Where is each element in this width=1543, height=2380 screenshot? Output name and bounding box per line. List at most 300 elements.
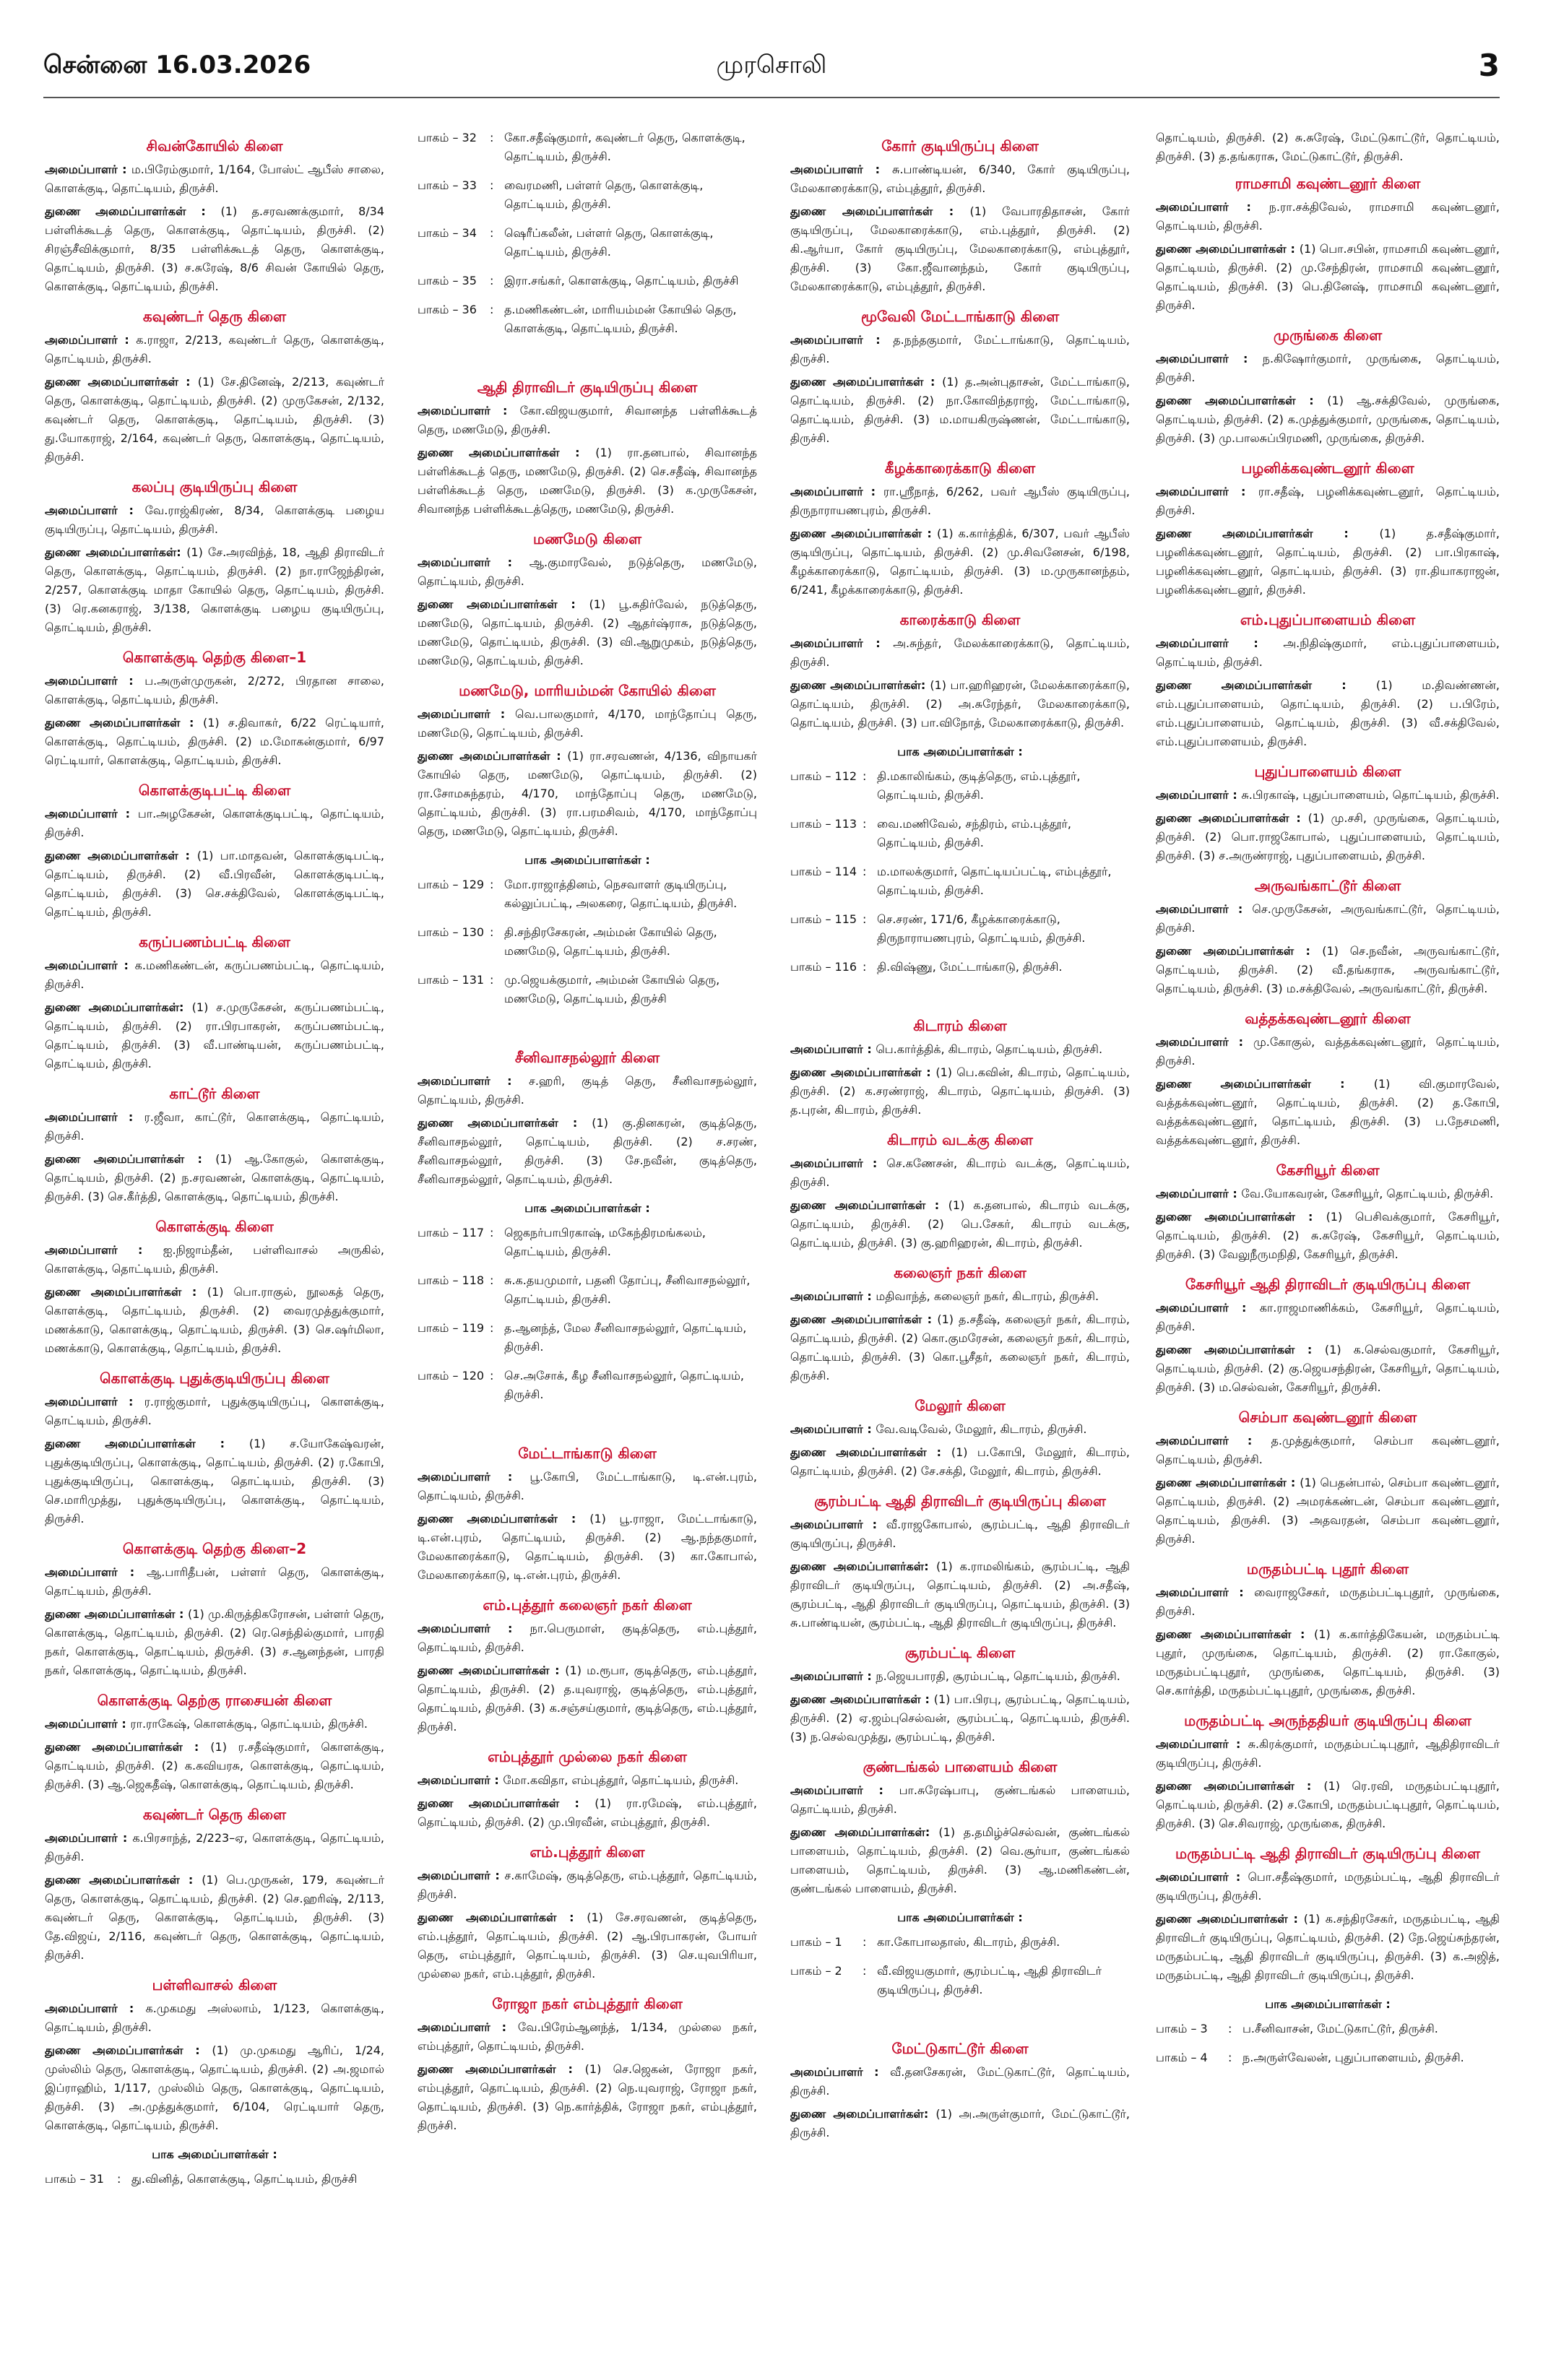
member-details: த.முத்துக்குமார், செம்பா கவுண்டனூர், தொட்டியம், திருச்சி. [1156,1434,1500,1466]
booth-row [418,224,757,261]
branch-section [790,1491,1130,1632]
branch-title: புதுப்பாளையம் கிளை [1254,763,1401,780]
branch-section [45,647,384,770]
member-entry [790,1063,1130,1120]
branch-title: கேசரியூர் ஆதி திராவிடர் குடியிருப்பு கிளை [1185,1276,1471,1293]
colon-separator: : [863,769,867,783]
branch-title: சூரம்பட்டி கிளை [904,1644,1016,1661]
branch-title: மேலூர் கிளை [915,1397,1006,1414]
role-label: அமைப்பாளர் : [790,1289,876,1303]
booth-row [418,875,757,913]
member-details: வீ.தனசேகரன், மேட்டுகாட்டூர், தொட்டியம், திருச்சி. [790,2065,1130,2098]
member-details: (1) கு.தினகரன், குடித்தெரு, சீனிவாசநல்லூர், தொட்டியம், திருச்சி. (2) ச.சரண், சீனிவாசநல்லூர், திருச்சி. (3) சே.நவீன், குடித்தெரு, சீனிவாசநல்லூர், தொட்டியம், திருச்சி. [418,1116,757,1186]
member-details: (1) சே.சரவணன், குடித்தெரு, எம்.புத்தூர், தொட்டியம், திருச்சி. (2) ஆ.பிரபாகரன், போயர் தெரு, எம்புத்தூர், தொட்டியம், திருச்சி. (3) செ.யுவபிரியா, முல்லை நகர், எம்.புத்தூர், திருச்சி. [418,1911,757,1981]
role-label: அமைப்பாளர் : [1156,485,1258,498]
member-entry [790,1287,1130,1306]
booth-number: பாகம் – 31 [45,2172,104,2186]
member-details: ரா.ராகேஷ், கொளக்குடி, தொட்டியம், திருச்சி. [130,1717,368,1731]
booth-organizer: ஜெகநர்பாபிரகாஷ், மகேந்திரமங்கலம், தொட்டியம், திருச்சி. [504,1226,706,1258]
member-entry [790,1667,1130,1686]
branch-title: முருங்கை கிளை [1273,326,1383,344]
member-details: ப.அருள்முருகன், 2/272, பிரதான சாலை, கொளக்குடி, தொட்டியம், திருச்சி. [45,674,384,706]
branch-section [1156,173,1500,315]
member-details: த.நந்தகுமார், மேட்டாங்காடு, தொட்டியம், திருச்சி. [790,333,1130,365]
booth-organizer: ந.அருள்வேலன், புதுப்பாளையம், திருச்சி. [1242,2051,1464,2064]
member-details: (1) வி.குமாரவேல், வத்தக்கவுண்டனூர், தொட்டியம், திருச்சி. (2) த.கோபி, வத்தக்கவுண்டனூர், தொட்டியம், திருச்சி. (3) ப.நேசமணி, வத்தக்கவுண்டனூர், திருச்சி. [1156,1077,1500,1147]
colon-separator: : [863,912,867,926]
branch-section [418,1747,757,1832]
booth-row [790,1933,1130,1952]
branch-title: கிடாரம் வடக்கு கிளை [887,1131,1033,1148]
member-details: (1) வேபாரதிதாசன், கோர் குடியிருப்பு, மேலகாரைக்காடு, எம்.புத்தூர், திருச்சி. (2) கி.ஆர்யா, கோர் குடியிருப்பு, மேலகாரைக்காடு, எம்புத்தூர், திருச்சி. (3) கோ.ஜீவானந்தம், கோர் குடியிருப்பு, மேலகாரைக்காடு, எம்புத்தூர், திருச்சி. [790,204,1130,293]
role-label: அமைப்பாளர் : [790,485,883,498]
role-label: துணை அமைப்பாளர்கள் : [418,1512,590,1526]
role-label: அமைப்பாளர் : [45,1110,144,1124]
branch-section [1156,1274,1500,1397]
colon-separator: : [490,131,494,144]
branch-section [1156,1559,1500,1700]
member-entry [45,1241,384,1278]
member-entry [45,1829,384,1866]
member-entry [418,705,757,743]
branch-title: சிவன்கோயில் கிளை [146,137,283,155]
continued-text: தொட்டியம், திருச்சி. (2) சு.சுரேஷ், மேட்டுகாட்டூர், தொட்டியம், திருச்சி. (3) த.தங்கராசு, மேட்டுகாட்டூர், திருச்சி. [1156,131,1500,163]
colon-separator: : [863,1935,867,1949]
booth-row [1156,2048,1500,2067]
role-label: அமைப்பாளர் : [45,1831,133,1845]
member-details: ந.ரா.சக்திவேல், ராமசாமி கவுண்டனூர், தொட்டியம், திருச்சி. [1156,200,1500,233]
branch-section [418,1595,757,1736]
branch-section [45,477,384,637]
role-label: அமைப்பாளர் : [45,807,138,821]
branch-section [45,1216,384,1358]
branch-title: கவுண்டர் தெரு கிளை [142,1806,287,1823]
branch-title: எம்.புத்தூர் கலைஞர் நகர் கிளை [483,1596,692,1614]
role-label: துணை அமைப்பாளர்கள் : [790,1692,934,1706]
role-label: துணை அமைப்பாளர்கள் : [418,1116,592,1130]
member-details: ச.ஹரி, குடித் தெரு, சீனிவாசநல்லூர், தொட்டியம், திருச்சி. [418,1074,757,1107]
member-entry [1156,1185,1500,1203]
branch-section [1156,1843,1500,1985]
member-entry [418,402,757,439]
role-label: துணை அமைப்பாளர்கள் : [45,375,198,389]
role-label: அமைப்பாளர் : [45,1395,144,1408]
member-entry [1156,1033,1500,1070]
colon-separator: : [490,303,494,316]
member-entry [1156,483,1500,520]
member-entry [790,1196,1130,1252]
member-details: (1) க.கார்த்திக், 6/307, பவர் ஆபீஸ் குடியிருப்பு, தொட்டியம், திருச்சி. (2) மு.சிவனேசன், 6/198, கீழக்காரைக்காடு, தொட்டியம், திருச்சி. (3) ம.முருகானந்தம், 6/241, கீழக்காரைக்காடு, திருச்சி. [790,527,1130,597]
member-details: வைராஜசேகர், மருதம்பட்டிபுதூர், முருங்கை, திருச்சி. [1156,1585,1500,1618]
role-label: துணை அமைப்பாளர்கள் : [45,1285,207,1299]
role-label: அமைப்பாளர் : [418,2020,518,2034]
member-entry [418,2018,757,2056]
member-details: பூ.கோபி, மேட்டாங்காடு, டி.என்.புரம், தொட்டியம், திருச்சி. [418,1470,757,1502]
role-label: அமைப்பாளர் : [1156,1585,1255,1599]
member-details: (1) ரா.சரவணன், 4/136, விநாயகர் கோயில் தெரு, மணமேடு, தொட்டியம், திருச்சி. (2) ரா.சோமசுந்தரம், 4/170, மாந்தோப்பு தெரு, மணமேடு, தொட்டியம், திருச்சி. (3) ரா.பரமசிவம், 4/170, மாந்தோப்பு தெரு, மணமேடு, தொட்டியம், திருச்சி. [418,749,757,838]
member-details: (1) சே.தினேஷ், 2/213, கவுண்டர் தெரு, கொளக்குடி, தொட்டியம், திருச்சி. (2) முருகேசன், 2/132, கவுண்டர் தெரு, கொளக்குடி, தொட்டியம், திருச்சி. (3) து.யோகராஜ், 2/164, கவுண்டர் தெரு, கொளக்குடி, தொட்டியம், திருச்சி. [45,375,384,464]
role-label: துணை அமைப்பாளர்கள் : [790,1445,951,1459]
role-label: துணை அமைப்பாளர்கள் : [790,527,937,540]
member-entry [45,1150,384,1206]
member-details: பொ.சதீஷ்குமார், மருதம்பட்டி, ஆதி திராவிடர் குடியிருப்பு, திருச்சி. [1156,1870,1500,1903]
member-details: ச.காமேஷ், குடித்தெரு, எம்.புத்தூர், தொட்டியம், திருச்சி. [418,1869,757,1901]
member-details: ந.ஜெயபாரதி, சூரம்பட்டி, தொட்டியம், திருச்சி. [876,1669,1120,1683]
branch-section [45,1083,384,1206]
booth-organizer: கோ.சதீஷ்குமார், கவுண்டர் தெரு, கொளக்குடி, தொட்டியம், திருச்சி. [504,131,745,163]
member-entry [1156,634,1500,672]
role-label: துணை அமைப்பாளர்கள்: [45,545,187,559]
booth-organizer: து.வினித், கொளக்குடி, தொட்டியம், திருச்சி [131,2172,358,2186]
member-details: ஆ.பாரிதீபன், பள்ளர் தெரு, கொளக்குடி, தொட்டியம், திருச்சி. [45,1565,384,1598]
member-entry [1156,1432,1500,1469]
role-label: துணை அமைப்பாளர்கள் : [1156,394,1328,407]
branch-title: கொளக்குடி தெற்கு ராசையன் கிளை [97,1692,332,1709]
booth-number: பாகம் – 118 [418,1273,485,1287]
member-entry [1156,676,1500,751]
colon-separator: : [490,925,494,939]
booth-heading: பாக அமைப்பாளர்கள் : [152,2147,277,2161]
role-label: துணை அமைப்பாளர்கள் : [1156,944,1323,958]
member-details: (1) த.சதீஷ்குமார், பழனிக்கவுண்டனூர், தொட்டியம், திருச்சி. (2) பா.பிரகாஷ், பழனிக்கவுண்டனூர், தொட்டியம், திருச்சி. (3) ரா.தியாகராஜன், பழனிக்கவுண்டனூர், திருச்சி. [1156,527,1500,597]
booth-heading: பாக அமைப்பாளர்கள் : [524,1201,650,1215]
role-label: அமைப்பாளர் : [418,1869,505,1882]
role-label: அமைப்பாளர் : [1156,1870,1248,1884]
member-entry [1156,1341,1500,1397]
booth-number: பாகம் – 33 [418,178,477,192]
branch-title: கோர் குடியிருப்பு கிளை [881,137,1039,155]
role-label: அமைப்பாளர் : [45,333,137,347]
booth-row [418,923,757,961]
booth-row [790,815,1130,852]
member-details: (1) க.ராமலிங்கம், சூரம்பட்டி, ஆதி திராவிடர் குடியிருப்பு, தொட்டியம், திருச்சி. (2) அ.சதீஷ், சூரம்பட்டி, ஆதி திராவிடர் குடியிருப்பு, தொட்டியம், திருச்சி. (3) சு.பாண்டியன், சூரம்பட்டி, ஆதி திராவிடர் குடியிருப்பு, திருச்சி. [790,1559,1130,1630]
branch-title: பழனிக்கவுண்டனூர் கிளை [1241,459,1414,477]
spacer [418,1414,757,1436]
role-label: அமைப்பாளர் : [1156,1301,1260,1315]
member-entry [45,501,384,539]
branch-section [418,1994,757,2135]
branch-section [790,1263,1130,1385]
role-label: துணை அமைப்பாளர்கள் : [1156,527,1380,540]
branch-section [45,136,384,296]
branch-title: மருதம்பட்டி புதூர் கிளை [1246,1560,1409,1578]
member-entry [1156,1075,1500,1150]
member-entry [45,1738,384,1794]
colon-separator: : [490,178,494,192]
booth-row [418,971,757,1008]
branch-section [45,780,384,922]
booth-row [418,300,757,338]
branch-title: கவுண்டர் தெரு கிளை [142,308,287,325]
booth-row [418,1224,757,1261]
role-label: அமைப்பாளர் : [418,1470,530,1484]
booth-organizer: இரா.சங்கர், கொளக்குடி, தொட்டியம், திருச்சி [504,274,739,287]
booth-number: பாகம் – 129 [418,878,485,891]
branch-title: கொளக்குடிபட்டி கிளை [138,782,291,799]
branch-title: கலைஞர் நகர் கிளை [894,1264,1026,1281]
role-label: துணை அமைப்பாளர்கள் : [1156,242,1300,256]
role-label: அமைப்பாளர் : [1156,352,1263,365]
colon-separator: : [863,1964,867,1978]
booth-row [418,1319,757,1356]
branch-section [790,610,1130,732]
booth-row [790,862,1130,900]
booth-number: பாகம் – 112 [790,769,857,783]
branch-section [1156,1710,1500,1833]
role-label: துணை அமைப்பாளர்கள்: [45,1000,192,1014]
member-details: (1) ச.திவாகர், 6/22 ரெட்டியார், கொளக்குடி, தொட்டியம், திருச்சி. (2) ம.மோகன்குமார், 6/97 ரெட்டியார், கொளக்குடி, தொட்டியம், திருச்சி. [45,716,384,767]
branch-section [45,1690,384,1794]
branch-title: காட்டூர் கிளை [169,1085,260,1102]
role-label: துணை அமைப்பாளர்கள் : [790,375,943,389]
member-details: (1) ம.ரூபா, குடித்தெரு, எம்.புத்தூர், தொட்டியம், திருச்சி. (2) த.யுவராஜ், குடித்தெரு, எம்.புத்தூர், தொட்டியம், திருச்சி. (3) க.சஞ்சய்குமார், குடித்தெரு, எம்.புத்தூர், திருச்சி. [418,1663,757,1734]
role-label: அமைப்பாளர் : [418,1773,503,1787]
member-details: (1) ரா.ரமேஷ், எம்.புத்தூர், தொட்டியம், திருச்சி. (2) மு.பிரவீன், எம்புத்தூர், திருச்சி. [418,1796,757,1829]
member-entry [45,2041,384,2135]
booth-number: பாகம் – 4 [1156,2051,1208,2064]
colon-separator: : [490,1273,494,1287]
member-entry [790,1557,1130,1632]
role-label: அமைப்பாளர் : [45,163,131,176]
branch-title: ஆதி திராவிடர் குடியிருப்பு கிளை [477,378,698,396]
member-entry [790,1154,1130,1192]
role-label: துணை அமைப்பாளர்கள் : [45,1437,249,1450]
role-label: அமைப்பாளர் : [418,404,520,417]
member-details: வே.பிரேம்ஆனந்த், 1/134, முல்லை நகர், எம்புத்தூர், தொட்டியம், திருச்சி. [418,2020,757,2053]
role-label: துணை அமைப்பாளர்கள் : [790,204,970,218]
colon-separator: : [490,973,494,987]
member-details: வெ.பாலகுமார், 4/170, மாந்தோப்பு தெரு, மணமேடு, தொட்டியம், திருச்சி. [418,707,757,740]
branch-title: மூவேலி மேட்டாங்காடு கிளை [860,308,1060,325]
branch-title: கேசரியூர் கிளை [1276,1161,1380,1179]
role-label: அமைப்பாளர் : [418,1622,530,1635]
role-label: துணை அமைப்பாளர்கள் : [45,204,221,218]
member-entry [790,1823,1130,1898]
booth-number: பாகம் – 113 [790,817,857,831]
branch-section [418,1842,757,1983]
booth-number: பாகம் – 32 [418,131,477,144]
member-entry [790,2105,1130,2142]
member-details: ஆ.குமாரவேல், நடுத்தெரு, மணமேடு, தொட்டியம், திருச்சி. [418,555,757,588]
member-entry [45,714,384,770]
booth-organizer: தி.மகாலிங்கம், குடித்தெரு, எம்.புத்தூர், தொட்டியம், திருச்சி. [877,769,1081,802]
branch-section [790,2038,1130,2142]
branch-section [790,1643,1130,1747]
member-entry [1156,524,1500,600]
member-entry [418,1794,757,1832]
member-details: சு.பிரகாஷ், புதுப்பாளையம், தொட்டியம், திருச்சி. [1241,788,1500,802]
branch-section [1156,1407,1500,1549]
role-label: துணை அமைப்பாளர்கள் : [1156,1627,1315,1641]
branch-title: மேட்டாங்காடு கிளை [518,1445,657,1462]
member-details: (1) ச.முருகேசன், கருப்பணம்பட்டி, தொட்டியம், திருச்சி. (2) ரா.பிரபாகரன், கருப்பணம்பட்டி, தொட்டியம், திருச்சி. (3) வீ.பாண்டியன், கருப்பணம்பட்டி, தொட்டியம், திருச்சி. [45,1000,384,1070]
member-details: (1) மு.முகமது ஆரிப், 1/24, முஸ்லிம் தெரு, கொளக்குடி, தொட்டியம், திருச்சி. (2) அ.ஜமால் இப்ராஹிம், 1/117, முஸ்லிம் தெரு, கொளக்குடி, தொட்டியம், திருச்சி. (3) அ.முத்துக்குமார், 6/104, ரெட்டியார் தெரு, கொளக்குடி, தொட்டியம், திருச்சி. [45,2043,384,2132]
branch-title: குண்டங்கல் பாளையம் கிளை [863,1758,1058,1775]
booth-organizer: ஷெரீப்கலீன், பள்ளர் தெரு, கொளக்குடி, தொட்டியம், திருச்சி. [504,226,714,259]
booth-number: பாகம் – 3 [1156,2022,1208,2035]
member-details: (1) செ.ஜெகன், ரோஜா நகர், எம்புத்தூர், தொட்டியம், திருச்சி. (2) நெ.யுவராஜ், ரோஜா நகர், தொட்டியம், திருச்சி. (3) நெ.கார்த்திக், ரோஜா நகர், எம்புத்தூர், திருச்சி. [418,2062,757,2132]
role-label: துணை அமைப்பாளர்கள் : [418,446,596,459]
member-entry [45,331,384,368]
booth-heading: பாக அமைப்பாளர்கள் : [1265,1997,1391,2011]
member-entry [418,1072,757,1109]
role-label: துணை அமைப்பாளர்கள் : [45,2043,212,2057]
booth-number: பாகம் – 1 [790,1935,842,1949]
role-label: துணை அமைப்பாளர்கள் : [45,716,203,730]
role-label: துணை அமைப்பாளர்கள் : [418,749,568,763]
member-entry [790,1443,1130,1481]
member-details: (1) ச.யோகேஷ்வரன், புதுக்குடியிருப்பு, கொளக்குடி, தொட்டியம், திருச்சி. (2) ர.கோபி, புதுக்குடியிருப்பு, கொளக்குடி, தொட்டியம், திருச்சி. (3) செ.மாரிமுத்து, புதுக்குடியிருப்பு, கொளக்குடி, தொட்டியம், திருச்சி. [45,1437,384,1526]
booth-organizer: செ.அசோக், கீழ சீனிவாசநல்லூர், தொட்டியம், திருச்சி. [504,1369,744,1401]
role-label: துணை அமைப்பாளர்கள் : [45,1152,216,1166]
member-details: (1) பா.பிரபு, சூரம்பட்டி, தொட்டியம், திருச்சி. (2) ஏ.ஜம்புசெல்வன், சூரம்பட்டி, தொட்டியம், திருச்சி. (3) ந.செல்வமுத்து, சூரம்பட்டி, திருச்சி. [790,1692,1130,1744]
role-label: துணை அமைப்பாளர்கள் : [1156,678,1376,692]
branch-section [1156,1008,1500,1150]
member-details: மதிவாந்த், கலைஞர் நகர், கிடாரம், திருச்சி. [876,1289,1099,1303]
member-details: அ.சுந்தர், மேலக்காரைக்காடு, தொட்டியம், திருச்சி. [790,636,1130,669]
member-entry [45,998,384,1073]
member-details: (1) பூ.சுதிர்வேல், நடுத்தெரு, மணமேடு, தொட்டியம், திருச்சி. (2) ஆதர்ஷ்ராசு, நடுத்தெரு, மணமேடு, தொட்டியம், திருச்சி. (3) வி.ஆறுமுகம், நடுத்தெரு, மணமேடு, தொட்டியம், திருச்சி. [418,597,757,667]
member-entry [418,2060,757,2135]
member-details: சு.கிரக்குமார், மருதம்பட்டிபுதூர், ஆதிதிராவிடர் குடியிருப்பு, திருச்சி. [1156,1737,1500,1770]
member-entry [418,1908,757,1983]
member-entry [1156,809,1500,865]
column-2 [418,129,757,2339]
member-details: வே.ராஜ்கிரண், 8/34, கொளக்குடி பழைய குடியிருப்பு, தொட்டியம், திருச்சி. [45,503,384,536]
branch-section [790,1130,1130,1252]
member-details: (1) ஆ.கோகுல், கொளக்குடி, தொட்டியம், திருச்சி. (2) ந.சரவணன், கொளக்குடி, தொட்டியம், திருச்சி. (3) செ.கீர்த்தி, கொளக்குடி, தொட்டியம், திருச்சி. [45,1152,384,1203]
member-entry [45,847,384,922]
column-4 [1156,129,1500,2339]
colon-separator: : [490,878,494,891]
role-label: துணை அமைப்பாளர்கள்: [790,1559,937,1573]
member-entry [790,634,1130,672]
booth-organizer: வைரமணி, பள்ளர் தெரு, கொளக்குடி, தொட்டியம், திருச்சி. [504,178,704,211]
member-entry [790,331,1130,368]
member-details: சு.பாண்டியன், 6/340, கோர் குடியிருப்பு, மேலகாரைக்காடு, எம்புத்தூர், திருச்சி. [790,163,1130,195]
role-label: அமைப்பாளர் : [1156,788,1242,802]
branch-title: எம்புத்தூர் முல்லை நகர் கிளை [488,1748,687,1765]
booth-row [790,958,1130,977]
colon-separator: : [117,2172,121,2186]
booth-number: பாகம் – 2 [790,1964,842,1978]
booth-row [418,1271,757,1309]
booth-organizer: கா.கோபாலதாஸ், கிடாரம், திருச்சி. [877,1935,1060,1949]
booth-row [790,1962,1130,1999]
member-details: (1) சே.அரவிந்த், 18, ஆதி திராவிடர் தெரு, கொளக்குடி, தொட்டியம், திருச்சி. (2) நா.ராஜேந்திரன், 2/257, கொளக்குடி மாதா கோயில் தெரு, தொட்டியம், திருச்சி. (3) ரெ.கனகராஜ், 3/138, கொளக்குடி பழைய குடியிருப்பு, தொட்டியம், திருச்சி. [45,545,384,634]
role-label: துணை அமைப்பாளர்கள் : [418,1663,566,1677]
column-1 [45,129,384,2339]
branch-title: ரோஜா நகர் எம்புத்தூர் கிளை [492,1995,683,2012]
branch-section [45,932,384,1073]
role-label: துணை அமைப்பாளர்கள் : [790,1312,938,1326]
booth-heading: பாக அமைப்பாளர்கள் : [897,745,1023,758]
colon-separator: : [863,817,867,831]
branch-section [790,1016,1130,1120]
booth-organizer: மோ.ராஜாத்தினம், நெசவாளர் குடியிருப்பு, கல்லுப்பட்டி, அலகரை, தொட்டியம், திருச்சி. [504,878,738,910]
booth-number: பாகம் – 131 [418,973,485,987]
booth-number: பாகம் – 116 [790,960,857,974]
member-entry [790,676,1130,732]
branch-title: கொளக்குடி கிளை [155,1218,274,1235]
member-details: (1) பெ.கவின், கிடாரம், தொட்டியம், திருச்சி. (2) க.சரண்ராஜ், கிடாரம், தொட்டியம், திருச்சி. (3) த.புரன், கிடாரம், திருச்சி. [790,1065,1130,1117]
booth-number: பாகம் – 35 [418,274,477,287]
booth-number: பாகம் – 120 [418,1369,485,1382]
member-details: (1) பொ.சபின், ராமசாமி கவுண்டனூர், தொட்டியம், திருச்சி. (2) மு.சேந்திரன், ராமசாமி கவுண்டனூர், தொட்டியம், திருச்சி. (3) பெ.தினேஷ், ராமசாமி கவுண்டனூர், திருச்சி. [1156,242,1500,312]
member-details: (1) பூ.ராஜா, மேட்டாங்காடு, டி.என்.புரம், தொட்டியம், திருச்சி. (2) ஆ.நந்தகுமார், மேலகாரைக்காடு, தொட்டியம், திருச்சி. (3) கா.கோபால், மேலகாரைக்காடு, டி.என்.புரம், திருச்சி. [418,1512,757,1582]
member-details: ரா.ஸ்ரீநாத், 6/262, பவர் ஆபீஸ் குடியிருப்பு, திருநாராயணபுரம், திருச்சி. [790,485,1130,517]
role-label: துணை அமைப்பாளர்கள் : [418,1796,595,1810]
role-label: துணை அமைப்பாளர்கள்: [790,2107,936,2121]
member-entry [790,1690,1130,1747]
member-entry [790,1310,1130,1385]
member-entry [790,524,1130,600]
member-entry [1156,350,1500,387]
booth-row [418,1367,757,1404]
booth-organizer: தி.சந்திரசேகரன், அம்மன் கோயில் தெரு, மணமேடு, தொட்டியம், திருச்சி. [504,925,717,958]
role-label: அமைப்பாளர் : [790,1422,876,1436]
booth-organizer: ம.மாலக்குமார், தொட்டியப்பட்டி, எம்புத்தூர், தொட்டியம், திருச்சி. [877,865,1112,897]
column-3 [790,129,1130,2339]
branch-section [418,680,757,841]
member-details: க.முகமது அஸ்லாம், 1/123, கொளக்குடி, தொட்டியம், திருச்சி. [45,2002,384,2034]
branch-section [418,377,757,519]
member-details: நா.பெருமாள், குடித்தெரு, எம்.புத்தூர், தொட்டியம், திருச்சி. [418,1622,757,1654]
role-label: அமைப்பாளர் : [418,707,516,721]
branch-section [1156,1160,1500,1264]
branch-section [1156,761,1500,865]
member-entry [790,160,1130,198]
role-label: துணை அமைப்பாளர்கள் : [418,1911,587,1924]
member-entry [1156,1299,1500,1336]
role-label: அமைப்பாளர் : [1156,200,1269,214]
booth-organizer: தி.விஷ்ணு, மேட்டாங்காடு, திருச்சி. [877,960,1063,974]
member-entry [1156,900,1500,938]
member-entry [1156,786,1500,805]
colon-separator: : [490,1369,494,1382]
member-details: ந.கிஷோர்குமார், முருங்கை, தொட்டியம், திருச்சி. [1156,352,1500,384]
role-label: அமைப்பாளர் : [45,503,145,517]
booth-number: பாகம் – 114 [790,865,857,878]
role-label: அமைப்பாளர் : [790,1042,876,1056]
member-entry [418,747,757,841]
member-entry [418,1114,757,1189]
member-entry [790,1040,1130,1059]
member-details: பா.சுரேஷ்பாபு, குண்டங்கல் பாளையம், தொட்டியம், திருச்சி. [790,1783,1130,1816]
role-label: துணை அமைப்பாளர்கள் : [790,1065,936,1079]
branch-section [418,1047,757,1189]
role-label: துணை அமைப்பாளர்கள் : [1156,1779,1324,1793]
branch-section [45,1975,384,2135]
member-entry [45,1715,384,1734]
role-label: துணை அமைப்பாளர்கள் : [790,1198,948,1212]
booth-organizer: வை.மணிவேல், சந்திரம், எம்.புத்தூர், தொட்டியம், திருச்சி. [877,817,1071,849]
member-entry [45,1108,384,1146]
branch-title: மணமேடு, மாரியம்மன் கோயில் கிளை [459,682,716,699]
member-details: (1) பெதன்பால், செம்பா கவுண்டனூர், தொட்டியம், திருச்சி. (2) அமரக்கண்டன், செம்பா கவுண்டனூர், தொட்டியம், திருச்சி. (3) அதவரதன், செம்பா கவுண்டனூர், திருச்சி. [1156,1476,1500,1546]
role-label: அமைப்பாளர் : [1156,1035,1253,1049]
member-entry [790,2063,1130,2100]
branch-title: கருப்பணம்பட்டி கிளை [139,933,290,951]
role-label: அமைப்பாளர் : [45,1243,163,1257]
member-entry [1156,1910,1500,1985]
member-details: (1) ம.திவண்ணன், எம்.புதுப்பாளையம், தொட்டியம், திருச்சி. (2) ப.பிரேம், எம்.புதுப்பாளையம், தொட்டியம், திருச்சி. (3) வீ.சக்திவேல், எம்.புதுப்பாளையம், திருச்சி. [1156,678,1500,748]
member-entry [418,1468,757,1505]
branch-title: கீழக்காரைக்காடு கிளை [884,459,1036,477]
booth-organizer: வீ.விஜயகுமார், சூரம்பட்டி, ஆதி திராவிடர் குடியிருப்பு, திருச்சி. [877,1964,1102,1996]
member-entry [418,1510,757,1585]
role-label: அமைப்பாளர் : [1156,1187,1242,1200]
